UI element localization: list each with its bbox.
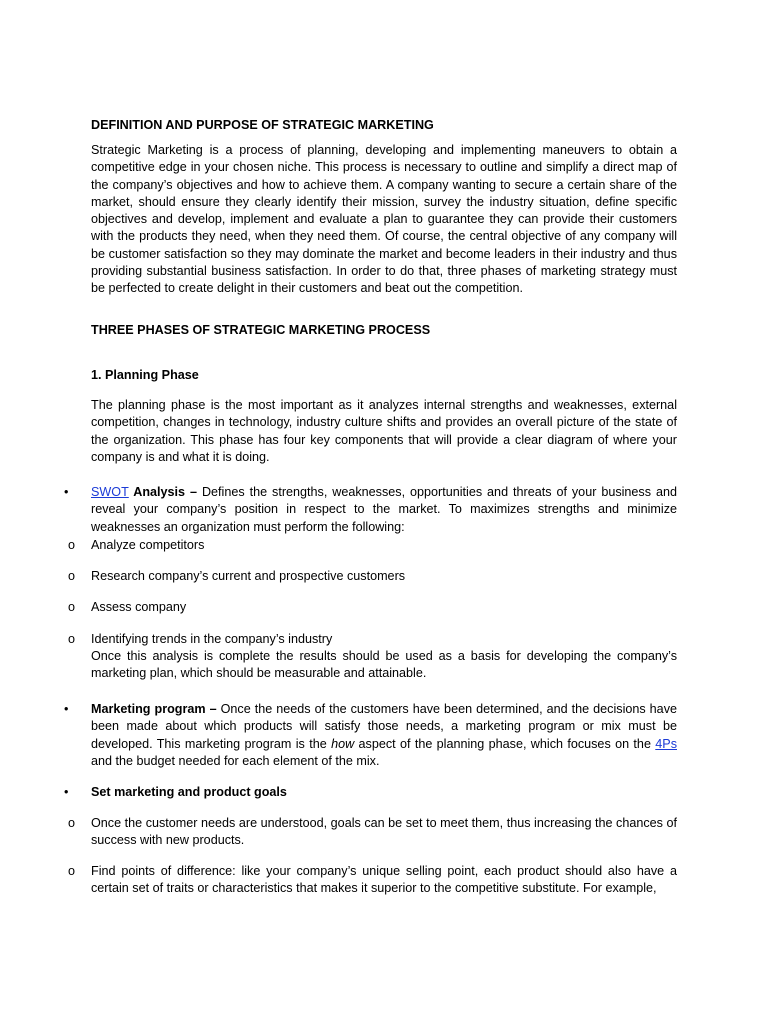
bullet-marker: •	[64, 485, 69, 499]
swot-link[interactable]: SWOT	[91, 485, 129, 499]
section-heading-definition: DEFINITION AND PURPOSE OF STRATEGIC MARKETING	[91, 118, 434, 132]
goals-item: Find points of difference: like your company’s unique selling point, each product should also have a certain set of traits or characteristics that makes it superior to the competitive substitute. For example,	[91, 864, 677, 896]
sub-bullet-marker: o	[68, 538, 76, 552]
marketing-program-text: aspect of the planning phase, which focuses on the	[354, 736, 656, 751]
sub-bullet-marker: o	[68, 632, 76, 646]
marketing-program-label: Marketing program –	[91, 702, 217, 716]
swot-item: Research company’s current and prospective customers	[91, 569, 406, 583]
planning-phase-paragraph: The planning phase is the most important as it analyzes internal strengths and weaknesses, external competition, changes in technology, industry culture shifts and provides an overall picture of the state of the organization. This phase has four key components that will provide a clear diagram of where your company is and what it is doing.	[91, 398, 677, 464]
sub-bullet-marker: o	[68, 864, 76, 878]
swot-text: Defines the strengths, weaknesses, opportunities and threats of your business and reveal your company’s position in respect to the market. To maximizes strengths and minimize weaknesses an organization must perform the following:	[91, 485, 677, 534]
swot-item: Assess company	[91, 600, 187, 614]
bullet-marker: •	[64, 785, 69, 799]
definition-paragraph: Strategic Marketing is a process of planning, developing and implementing maneuvers to obtain a competitive edge in your chosen niche. This process is necessary to outline and simplify a direct map of the company’s objectives and how to achieve them. A company wanting to secure a certain share of the market, should ensure they clearly identify their mission, survey the industry situation, define specific objectives and develop, implement and evaluate a plan to guarantee they can provide their customers with the products they need, when they need them. Of course, the central objective of any company will be customer satisfaction so they may dominate the market and become leaders in their industry and thus providing substantial business satisfaction. In order to do that, three phases of marketing strategy must be perfected to create delight in their customers and beat out the competition.	[91, 143, 677, 296]
marketing-program-bullet	[91, 701, 677, 770]
sub-bullet-marker: o	[68, 569, 76, 583]
goals-item: Once the customer needs are understood, goals can be set to meet them, thus increasing the chances of success with new products.	[91, 816, 677, 848]
4ps-link[interactable]: 4Ps	[655, 736, 677, 751]
goals-label: Set marketing and product goals	[91, 785, 287, 799]
swot-item: Analyze competitors	[91, 538, 205, 552]
how-italic: how	[331, 736, 355, 751]
sub-bullet-marker: o	[68, 816, 76, 830]
marketing-program-text: Once the needs of the customers have been determined, and the decisions have been made about which products will satisfy those needs, a marketing program or mix must be developed. This marketing program is the	[91, 702, 677, 751]
planning-phase-heading: 1. Planning Phase	[91, 368, 199, 382]
swot-followup: Once this analysis is complete the results should be used as a basis for developing the company’s marketing plan, which should be measurable and attainable.	[91, 649, 677, 681]
bullet-marker: •	[64, 702, 69, 716]
swot-label: Analysis –	[128, 485, 197, 499]
sub-bullet-marker: o	[68, 600, 76, 614]
swot-bullet	[91, 484, 677, 536]
section-heading-phases: THREE PHASES OF STRATEGIC MARKETING PROCESS	[91, 323, 431, 337]
marketing-program-text: and the budget needed for each element of the mix.	[91, 753, 380, 768]
swot-item: Identifying trends in the company’s industry	[91, 632, 333, 646]
